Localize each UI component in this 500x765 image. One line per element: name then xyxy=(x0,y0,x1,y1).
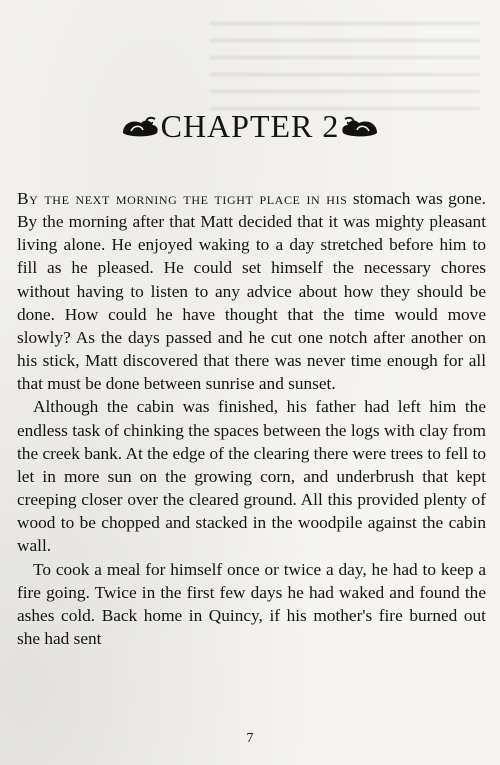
paragraph-1 xyxy=(17,187,486,395)
show-through-text xyxy=(210,22,480,112)
paragraph-1-text: stomach was gone. By the morning after that Matt decided that it was mighty pleasant living alone. He enjoyed waking to a day stretched before him to fill as he pleased. He could set himself the necessary chores without having to listen to any advice about how they should be done. How could he have thought that the time would move slowly? As the days passed and he cut one notch after another on his stick, Matt discovered that there was never time enough for all that must be done between sunrise and sunset. xyxy=(17,189,486,394)
right-ornament-icon xyxy=(339,112,381,149)
page-number: 7 xyxy=(246,731,254,746)
chapter-title: CHAPTER 2 xyxy=(160,108,340,144)
left-ornament-icon xyxy=(119,112,161,149)
lead-in: By the next morning the tight place in his xyxy=(17,189,348,208)
paragraph-2: Although the cabin was finished, his father had left him the endless task of chinking the spaces between the logs with clay from the creek bank. At the edge of the clearing there were trees to fell to let in more sun on the growing corn, and underbrush that kept creeping closer over the cleared ground. All this provided plenty of wood to be chopped and stacked in the woodpile against the cabin wall. xyxy=(17,397,486,556)
paragraph-3: To cook a meal for himself once or twice a day, he had to keep a fire going. Twice in the first few days he had waked and found the ashes cold. Back home in Quincy, if his mother's fire burned out she had sent xyxy=(17,559,486,648)
body-text xyxy=(17,187,486,650)
chapter-heading xyxy=(0,108,500,149)
